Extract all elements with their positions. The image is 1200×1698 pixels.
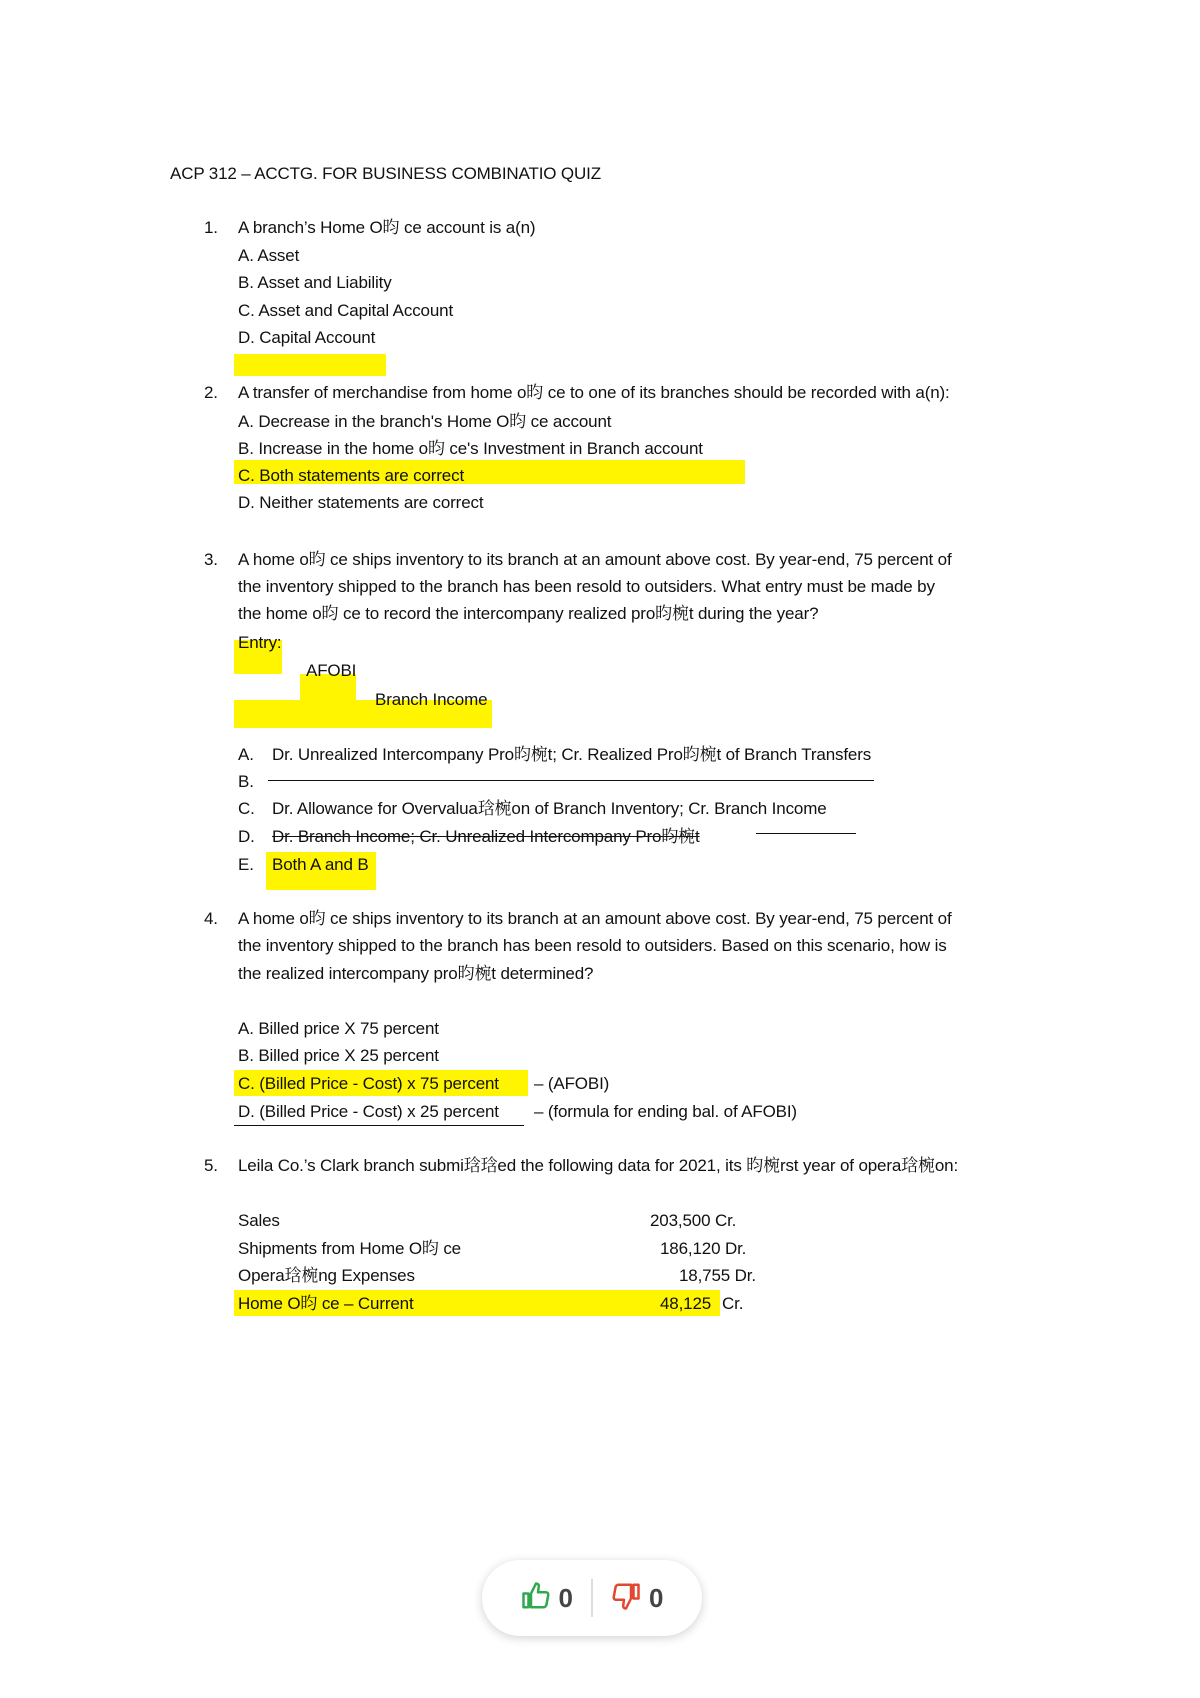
q1-option-d: D. Capital Account bbox=[238, 328, 376, 347]
vote-widget bbox=[482, 1560, 702, 1636]
downvote-button[interactable] bbox=[593, 1581, 681, 1616]
q4-option-c: C. (Billed Price - Cost) x 75 percent bbox=[238, 1074, 499, 1093]
q5-row-label: Home O昀 ce – Current bbox=[238, 1294, 414, 1313]
q5-row-label: Opera琀椀ng Expenses bbox=[238, 1266, 415, 1285]
q3-option-e-letter: E. bbox=[238, 855, 254, 874]
thumbs-up-icon bbox=[521, 1581, 551, 1616]
q5-row-value: 203,500 Cr. bbox=[650, 1211, 737, 1230]
q3-text-line3: the home o昀 ce to record the intercompany realized pro昀椀t during the year? bbox=[238, 604, 819, 623]
upvote-button[interactable] bbox=[503, 1581, 591, 1616]
q5-row-label: Sales bbox=[238, 1211, 280, 1230]
q3-entry-credit: Branch Income bbox=[375, 690, 488, 709]
blank-answer-line bbox=[268, 780, 874, 781]
q3-option-b-letter: B. bbox=[238, 772, 254, 791]
q4-option-d: D. (Billed Price - Cost) x 25 percent bbox=[238, 1102, 499, 1121]
q1-option-a: A. Asset bbox=[238, 246, 300, 265]
page-title: ACP 312 – ACCTG. FOR BUSINESS COMBINATIO QUIZ bbox=[170, 164, 601, 183]
q5-row-value: 18,755 Dr. bbox=[679, 1266, 756, 1285]
q4-text-line3: the realized intercompany pro昀椀t determined? bbox=[238, 964, 594, 983]
q4-option-a: A. Billed price X 75 percent bbox=[238, 1019, 439, 1038]
downvote-count: 0 bbox=[649, 1582, 664, 1613]
q3-text-line2: the inventory shipped to the branch has been resold to outsiders. What entry must be made by bbox=[238, 577, 935, 596]
thumbs-down-icon bbox=[611, 1581, 641, 1616]
q1-text: A branch’s Home O昀 ce account is a(n) bbox=[238, 218, 536, 237]
q3-option-c-letter: C. bbox=[238, 799, 255, 818]
q5-text: Leila Co.’s Clark branch submi琀琀ed the following data for 2021, its 昀椀rst year of opera琀椀on: bbox=[238, 1156, 959, 1175]
q4-text-line1: A home o昀 ce ships inventory to its branch at an amount above cost. By year-end, 75 percent of bbox=[238, 909, 952, 928]
q3-text-line1: A home o昀 ce ships inventory to its branch at an amount above cost. By year-end, 75 percent of bbox=[238, 550, 952, 569]
q2-option-c: C. Both statements are correct bbox=[238, 466, 465, 485]
q1-number: 1. bbox=[204, 218, 218, 237]
q4-option-c-note: – (AFOBI) bbox=[534, 1074, 610, 1093]
q5-row-value: 186,120 Dr. bbox=[660, 1239, 747, 1258]
q5-row-value: 48,125 bbox=[660, 1294, 712, 1313]
q3-option-c: Dr. Allowance for Overvalua琀椀on of Branch Inventory; Cr. Branch Income bbox=[272, 799, 827, 818]
q5-number: 5. bbox=[204, 1156, 218, 1175]
q1-option-b: B. Asset and Liability bbox=[238, 273, 392, 292]
q1-option-c: C. Asset and Capital Account bbox=[238, 301, 454, 320]
q4-text-line2: the inventory shipped to the branch has been resold to outsiders. Based on this scenario, how is bbox=[238, 936, 947, 955]
q3-option-e: Both A and B bbox=[272, 855, 369, 874]
q3-number: 3. bbox=[204, 550, 218, 569]
q2-number: 2. bbox=[204, 383, 218, 402]
q4-number: 4. bbox=[204, 909, 218, 928]
underline-mark bbox=[234, 1125, 524, 1126]
q2-option-b: B. Increase in the home o昀 ce's Investment in Branch account bbox=[238, 439, 703, 458]
upvote-count: 0 bbox=[558, 1582, 573, 1613]
q5-row-label: Shipments from Home O昀 ce bbox=[238, 1239, 461, 1258]
q4-option-b: B. Billed price X 25 percent bbox=[238, 1046, 439, 1065]
q3-option-d-letter: D. bbox=[238, 827, 255, 846]
q2-option-a: A. Decrease in the branch's Home O昀 ce account bbox=[238, 412, 612, 431]
q3-entry-label: Entry: bbox=[238, 633, 282, 652]
strikethrough-line bbox=[756, 833, 856, 834]
highlight-mark bbox=[234, 354, 386, 376]
q2-option-d: D. Neither statements are correct bbox=[238, 493, 484, 512]
q3-option-a: Dr. Unrealized Intercompany Pro昀椀t; Cr. Realized Pro昀椀t of Branch Transfers bbox=[272, 745, 872, 764]
q4-option-d-note: – (formula for ending bal. of AFOBI) bbox=[534, 1102, 797, 1121]
q5-row-suffix: Cr. bbox=[722, 1294, 744, 1313]
q3-entry-debit: AFOBI bbox=[306, 661, 357, 680]
q3-option-d: Dr. Branch Income; Cr. Unrealized Intercompany Pro昀椀t bbox=[272, 827, 700, 846]
q2-text: A transfer of merchandise from home o昀 ce to one of its branches should be recorded with a(n): bbox=[238, 383, 950, 402]
q3-option-a-letter: A. bbox=[238, 745, 254, 764]
